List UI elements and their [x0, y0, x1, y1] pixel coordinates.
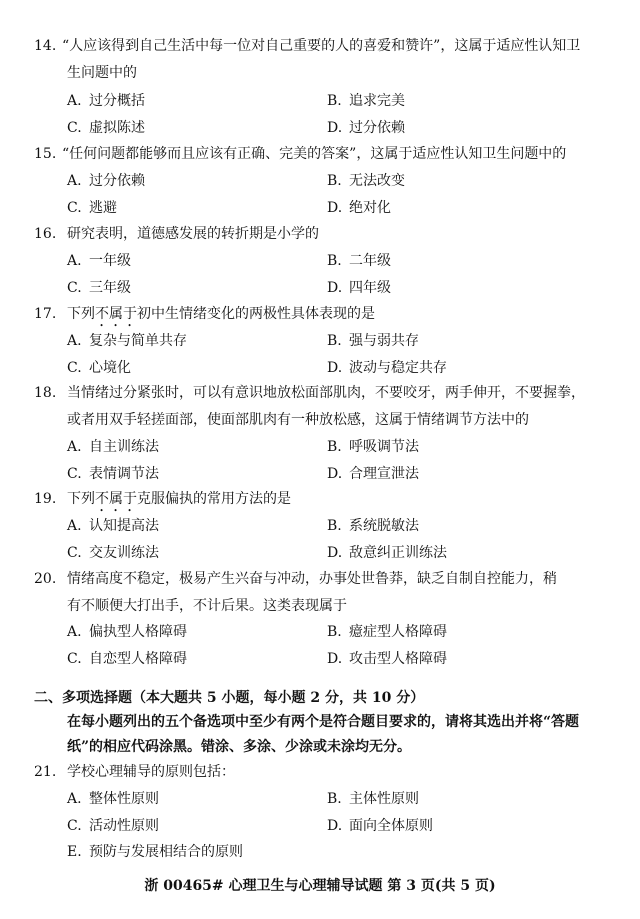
option-b: B. 追求完美	[327, 93, 405, 109]
option-a: A. 自主训练法	[67, 439, 159, 455]
option-a: A. 复杂与简单共存	[67, 333, 187, 349]
emphasis-not: 不属于	[95, 491, 137, 507]
question-text: “任何问题都能够而且应该有正确、完美的答案”，这属于适应性认知卫生问题中的	[62, 146, 567, 162]
option-d: D. 过分依赖	[327, 120, 405, 136]
question-number: 14.	[34, 38, 57, 54]
option-c: C. 逃避	[67, 200, 117, 216]
option-c: C. 自恋型人格障碍	[67, 651, 187, 667]
section-instructions: 纸”的相应代码涂黑。错涂、多涂、少涂或未涂均无分。	[67, 739, 412, 755]
question-number: 16.	[34, 226, 57, 242]
option-b: B. 癔症型人格障碍	[327, 624, 447, 640]
option-d: D. 绝对化	[327, 200, 391, 216]
option-d: D. 波动与稳定共存	[327, 360, 447, 376]
question-text: 下列不属于初中生情绪变化的两极性具体表现的是	[67, 306, 375, 322]
option-b: B. 强与弱共存	[327, 333, 419, 349]
question-text: 情绪高度不稳定，极易产生兴奋与冲动，办事处世鲁莽，缺乏自制自控能力，稍	[67, 571, 557, 587]
option-d: D. 合理宣泄法	[327, 466, 419, 482]
option-b: B. 系统脱敏法	[327, 518, 419, 534]
option-b: B. 呼吸调节法	[327, 439, 419, 455]
question-text: 或者用双手轻搓面部，使面部肌肉有一种放松感，这属于情绪调节方法中的	[67, 412, 529, 428]
option-c: C. 心境化	[67, 360, 131, 376]
page-footer: 浙 00465# 心理卫生与心理辅导试题 第 3 页(共 5 页)	[144, 878, 496, 894]
option-e: E. 预防与发展相结合的原则	[67, 844, 243, 860]
section-instructions: 在每小题列出的五个备选项中至少有两个是符合题目要求的，请将其选出并将“答题	[67, 714, 580, 730]
question-number: 19.	[34, 491, 57, 507]
question-number: 20.	[34, 571, 57, 587]
question-number: 21.	[34, 764, 57, 780]
option-c: C. 交友训练法	[67, 545, 159, 561]
option-a: A. 过分依赖	[67, 173, 145, 189]
question-number: 15.	[34, 146, 57, 162]
option-a: A. 整体性原则	[67, 791, 159, 807]
option-d: D. 四年级	[327, 280, 391, 296]
question-text: 生问题中的	[67, 65, 137, 81]
question-number: 18.	[34, 385, 57, 401]
question-text: 下列不属于克服偏执的常用方法的是	[67, 491, 291, 507]
question-text: 研究表明，道德感发展的转折期是小学的	[67, 226, 319, 242]
option-c: C. 三年级	[67, 280, 131, 296]
section-title: 二、多项选择题（本大题共 5 小题，每小题 2 分，共 10 分）	[34, 690, 425, 706]
option-d: D. 敌意纠正训练法	[327, 545, 447, 561]
option-c: C. 虚拟陈述	[67, 120, 145, 136]
question-text: 学校心理辅导的原则包括：	[67, 764, 235, 780]
option-b: B. 无法改变	[327, 173, 405, 189]
option-b: B. 主体性原则	[327, 791, 419, 807]
option-c: C. 表情调节法	[67, 466, 159, 482]
option-a: A. 认知提高法	[67, 518, 159, 534]
question-text: “人应该得到自己生活中每一位对自己重要的人的喜爱和赞许”，这属于适应性认知卫	[62, 38, 581, 54]
option-d: D. 攻击型人格障碍	[327, 651, 447, 667]
question-text: 当情绪过分紧张时，可以有意识地放松面部肌肉，不要咬牙，两手伸开，不要握拳，	[67, 385, 585, 401]
option-a: A. 一年级	[67, 253, 131, 269]
question-text: 有不顺便大打出手，不计后果。这类表现属于	[67, 598, 347, 614]
question-number: 17.	[34, 306, 57, 322]
option-c: C. 活动性原则	[67, 818, 159, 834]
option-b: B. 二年级	[327, 253, 391, 269]
option-a: A. 过分概括	[67, 93, 145, 109]
option-d: D. 面向全体原则	[327, 818, 433, 834]
emphasis-not: 不属于	[95, 306, 137, 322]
option-a: A. 偏执型人格障碍	[67, 624, 187, 640]
